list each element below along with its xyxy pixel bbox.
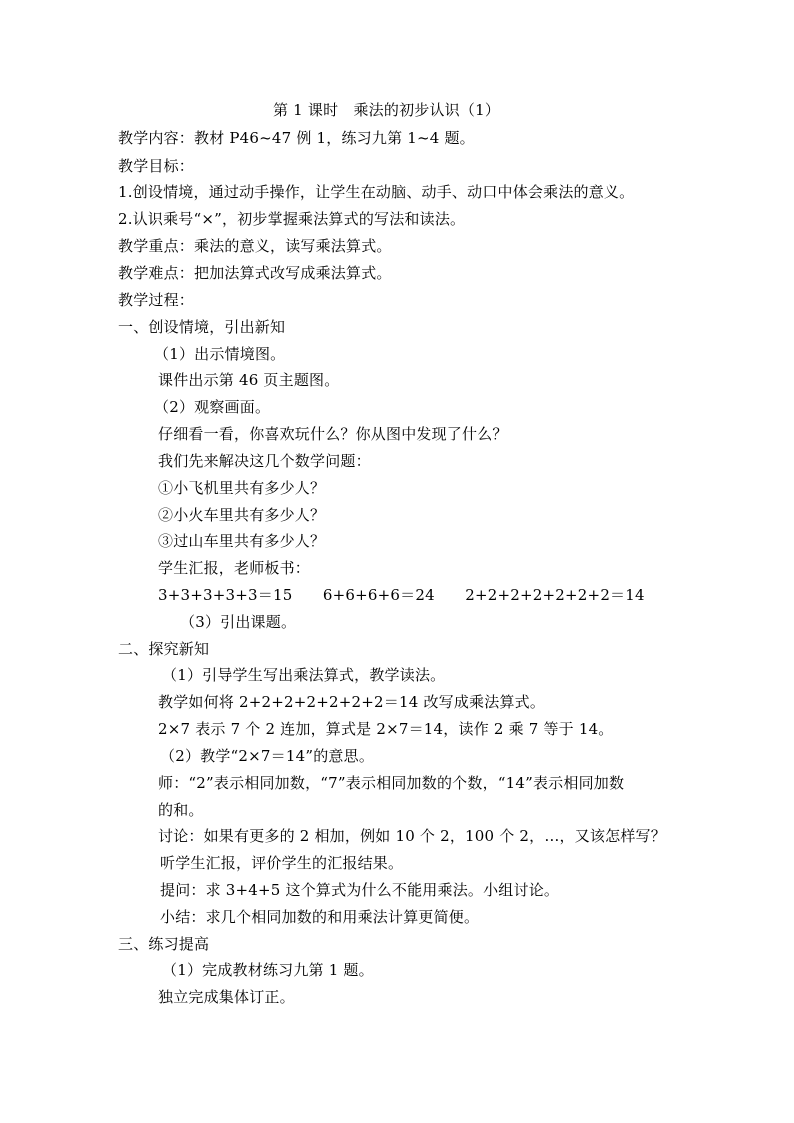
step-1-2-intro: 我们先来解决这几个数学问题：: [158, 452, 371, 470]
board-equations: 3+3+3+3+3＝15 6+6+6+6＝24 2+2+2+2+2+2+2＝14: [158, 586, 645, 604]
step-1-2-question: 仔细看一看，你喜欢玩什么？你从图中发现了什么？: [158, 425, 508, 443]
step-1-3: （3）引出课题。: [180, 613, 297, 631]
question-2: ②小火车里共有多少人？: [158, 506, 326, 524]
discussion: 讨论：如果有更多的 2 相加，例如 10 个 2，100 个 2，…，又该怎样写？: [158, 827, 666, 845]
teacher-line-1: 师：“2”表示相同加数，“7”表示相同加数的个数，“14”表示相同加数: [158, 774, 625, 792]
section-2-heading: 二、探究新知: [118, 640, 210, 658]
step-2-1: （1）引导学生写出乘法算式，教学读法。: [162, 666, 446, 684]
step-1-2: （2）观察画面。: [154, 398, 271, 416]
step-1-1-detail: 课件出示第 46 页主题图。: [158, 371, 340, 389]
teaching-goals-heading: 教学目标：: [118, 157, 195, 175]
question-prompt: 提问：求 3+4+5 这个算式为什么不能用乘法。小组讨论。: [160, 881, 560, 899]
teaching-key-point: 教学重点：乘法的意义，读写乘法算式。: [118, 237, 392, 255]
student-report: 学生汇报，老师板书：: [158, 559, 311, 577]
teaching-process-heading: 教学过程：: [118, 291, 195, 309]
question-1: ①小飞机里共有多少人？: [158, 479, 326, 497]
section-1-heading: 一、创设情境，引出新知: [118, 318, 286, 336]
step-2-1-explain: 2×7 表示 7 个 2 连加，算式是 2×7＝14，读作 2 乘 7 等于 14。: [158, 720, 614, 738]
step-3-1: （1）完成教材练习九第 1 题。: [162, 961, 374, 979]
goal-2: 2.认识乘号“×”，初步掌握乘法算式的写法和读法。: [118, 210, 466, 228]
step-2-2: （2）教学“2×7＝14”的意思。: [160, 747, 375, 765]
listen-report: 听学生汇报，评价学生的汇报结果。: [160, 854, 404, 872]
section-3-heading: 三、练习提高: [118, 935, 210, 953]
page-title: 第 1 课时 乘法的初步认识（1）: [273, 101, 501, 119]
step-1-1: （1）出示情境图。: [154, 345, 286, 363]
teaching-difficulty: 教学难点：把加法算式改写成乘法算式。: [118, 264, 392, 282]
teacher-line-2: 的和。: [158, 801, 204, 819]
step-3-1-detail: 独立完成集体订正。: [158, 988, 295, 1006]
question-3: ③过山车里共有多少人？: [158, 532, 326, 550]
step-2-1-detail: 教学如何将 2+2+2+2+2+2+2＝14 改写成乘法算式。: [158, 693, 546, 711]
teaching-content: 教学内容：教材 P46~47 例 1，练习九第 1~4 题。: [118, 129, 475, 147]
summary: 小结：求几个相同加数的和用乘法计算更简便。: [160, 908, 480, 926]
goal-1: 1.创设情境，通过动手操作，让学生在动脑、动手、动口中体会乘法的意义。: [118, 183, 635, 201]
